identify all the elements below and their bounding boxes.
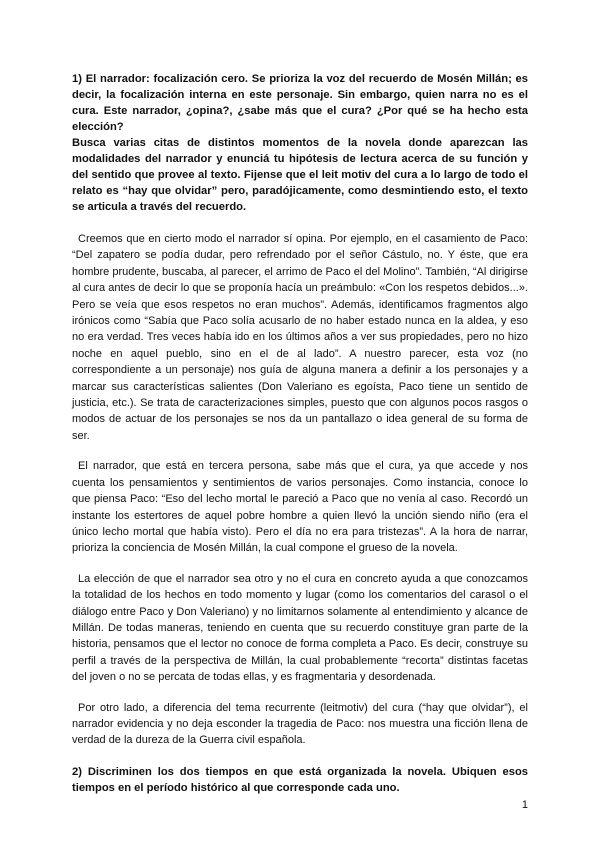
- answer-paragraph-2: El narrador, que está en tercera persona, sabe más que el cura, ya que accede y nos cuenta los pensamientos y sentimientos de varios personajes. Como instancia, conoce lo que piensa Paco: “Eso del lecho mortal le pareció a Paco que no venía al caso. Recordó un instante los estertores de aquel pobre hombre a quien llevó la unción siendo niño (era el único lecho mortal que había visto). Pero el día no era para tristezas”. A la hora de narrar, prioriza la conciencia de Mosén Millán, la cual compone el grueso de la novela.: [72, 460, 528, 555]
- document-body: [72, 71, 528, 796]
- answer-paragraph-3: La elección de que el narrador sea otro y no el cura en concreto ayuda a que conozcamos la totalidad de los hechos en todo momento y lugar (como los comentarios del carasol o el diálogo entre Paco y Don Valeriano) y no limitarnos solamente al entendimiento y alcance de Millán. De todas maneras, teniendo en cuenta que su recuerdo constituye gran parte de la historia, pensamos que el lector no conoce de forma completa a Paco. Es decir, construye su perfil a través de la perspectiva de Millán, la cual probablemente “recorta” distintas facetas del joven o no se percata de todas ellas, y es fragmentaria y desordenada.: [72, 572, 528, 684]
- question-2-prompt: 2) Discriminen los dos tiempos en que está organizada la novela. Ubiquen esos tiempos en el período histórico al que corresponde cada uno.: [72, 765, 528, 794]
- question-1-prompt: 1) El narrador: focalización cero. Se prioriza la voz del recuerdo de Mosén Millán; es decir, la focalización interna en este personaje. Sin embargo, quien narra no es el cura. Este narrador, ¿opina?, ¿sabe más que el cura? ¿Por qué se ha hecho esta elección?: [72, 73, 528, 133]
- question-1-instructions: Busca varias citas de distintos momentos de la novela donde aparezcan las modalidades del narrador y enunciá tu hipótesis de lectura acerca de su función y del sentido que provee al texto. Fijense que el leit motiv del cura a lo largo de todo el relato es “hay que olvidar” pero, paradójicamente, como desmintiendo esto, el texto se articula a través del recuerdo.: [72, 137, 528, 213]
- answer-paragraph-4: Por otro lado, a diferencia del tema recurrente (leitmotiv) del cura (“hay que olvidar”), el narrador evidencia y no deja esconder la tragedia de Paco: nos muestra una ficción llena de verdad de la dureza de la Guerra civil española.: [72, 701, 528, 747]
- answer-paragraph-1: Creemos que en cierto modo el narrador sí opina. Por ejemplo, en el casamiento de Paco: “Del zapatero se podía dudar, pero refrendado por el señor Cástulo, no. Y éste, que era hombre prudente, buscaba, al parecer, el arrimo de Paco el del Molino”. También, “Al dirigirse al cura antes de decir lo que se proponía hacía un preámbulo: «Con los respetos debidos...». Pero se veía que esos respetos no eran muchos”. Además, identificamos fragmentos algo irónicos como “Sabía que Paco solía acusarlo de no haber estado nunca en la aldea, y eso no era verdad. Tres veces había ido en los últimos años a ver sus propiedades, pero no hizo noche en aquel pueblo, sino en el de al lado”. A nuestro parecer, esta voz (no correspondiente a un personaje) nos guía de alguna manera a definir a los personajes y a marcar sus características salientes (Don Valeriano es egoísta, Paco tiene un sentido de justicia, etc.). Se trata de caracterizaciones simples, puesto que con algunos pocos rasgos o modos de actuar de los personajes se nos da un pantallazo o idea general de su forma de ser.: [72, 233, 528, 442]
- question-1: [72, 71, 528, 215]
- question-2: [72, 764, 528, 796]
- page-number: 1: [521, 799, 528, 811]
